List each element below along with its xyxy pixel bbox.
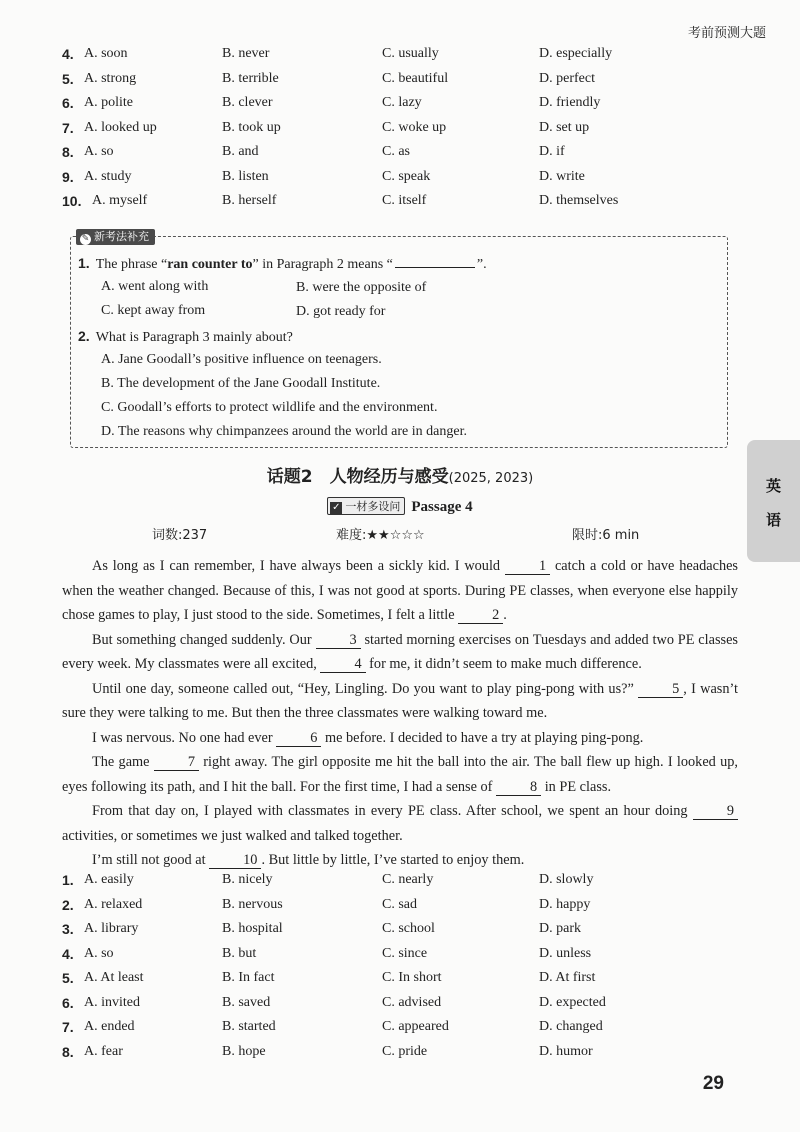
option-d[interactable]: D. friendly xyxy=(539,95,601,110)
option-c[interactable]: C. school xyxy=(382,921,435,936)
question-number: 2. xyxy=(78,328,90,344)
option-b[interactable]: B. saved xyxy=(222,994,271,1010)
option-a[interactable]: A. so xyxy=(84,144,114,159)
question-text: ”. xyxy=(476,257,487,272)
options-bottom xyxy=(62,872,752,1068)
passage-heading xyxy=(0,497,800,516)
paragraph-text: catch a cold or have headaches when the weather changed. Because of this, I was not good at sports. During PE classes, when everyone else happily chose games to play, I just stood to the side. Sometimes, I felt a little xyxy=(62,558,738,623)
option-b[interactable]: B. hospital xyxy=(222,921,283,936)
q2-option-b[interactable]: B. The development of the Jane Goodall Institute. xyxy=(101,376,381,391)
question-number: 3. xyxy=(62,921,74,937)
question-number: 6. xyxy=(62,994,74,1011)
passage-paragraph xyxy=(62,726,738,751)
option-c[interactable]: C. appeared xyxy=(382,1019,449,1034)
paragraph-text: But something changed suddenly. Our xyxy=(92,631,316,648)
option-a[interactable]: A. relaxed xyxy=(84,896,143,912)
question-number: 5. xyxy=(62,970,74,986)
option-row xyxy=(62,71,752,96)
passage-badge xyxy=(327,497,405,515)
option-b[interactable]: B. but xyxy=(222,945,257,961)
option-b[interactable]: B. hope xyxy=(222,1043,266,1059)
question-number: 1. xyxy=(78,255,90,271)
question-number: 9. xyxy=(62,168,74,185)
paragraph-text: activities, or sometimes we just walked and talked together. xyxy=(62,827,403,844)
question-text: ” in Paragraph 2 means “ xyxy=(252,257,393,272)
option-d[interactable]: D. if xyxy=(539,144,565,159)
option-row xyxy=(62,193,752,218)
option-d[interactable]: D. unless xyxy=(539,945,592,961)
option-b[interactable]: B. herself xyxy=(222,193,277,208)
option-d[interactable]: D. set up xyxy=(539,119,590,135)
option-c[interactable]: C. woke up xyxy=(382,119,447,135)
option-row xyxy=(62,169,752,194)
option-d[interactable]: D. perfect xyxy=(539,70,595,86)
option-d[interactable]: D. changed xyxy=(539,1019,603,1034)
cloze-blank[interactable]: 3 xyxy=(316,632,361,649)
option-d[interactable]: D. At first xyxy=(539,970,596,985)
option-a[interactable]: A. library xyxy=(84,921,139,936)
question-number: 10. xyxy=(62,193,82,209)
passage-paragraph xyxy=(62,628,738,677)
answer-blank[interactable] xyxy=(395,267,475,268)
option-row xyxy=(62,970,752,995)
option-d[interactable]: D. humor xyxy=(539,1043,593,1059)
option-b[interactable]: B. and xyxy=(222,144,259,159)
subject-tab-char: 语 xyxy=(765,511,781,529)
passage-paragraph xyxy=(62,799,738,848)
paragraph-text: . But little by little, I’ve started to enjoy them. xyxy=(261,852,525,868)
paragraph-text: me before. I decided to have a try at playing ping-pong. xyxy=(321,729,644,746)
paragraph-text: started morning exercises on Tuesdays and added two PE classes every week. My classmates were all excited, xyxy=(62,631,738,672)
option-c[interactable]: C. usually xyxy=(382,46,439,61)
option-a[interactable]: A. strong xyxy=(84,70,137,86)
question-number: 7. xyxy=(62,119,74,136)
question-number: 8. xyxy=(62,1043,74,1060)
new-method-tag-label: 新考法补充 xyxy=(94,230,149,243)
option-b[interactable]: B. terrible xyxy=(222,70,279,86)
question-number: 4. xyxy=(62,945,74,962)
q1-option-b[interactable]: B. were the opposite of xyxy=(296,280,427,295)
question-number: 6. xyxy=(62,95,74,111)
paragraph-text: for me, it didn’t seem to make much difference. xyxy=(365,656,642,672)
option-c[interactable]: C. beautiful xyxy=(382,70,449,86)
cloze-blank[interactable]: 10 xyxy=(209,852,261,869)
header-title: 考前预测大题 xyxy=(687,26,766,41)
option-c[interactable]: C. since xyxy=(382,945,428,961)
new-question-2 xyxy=(78,328,293,346)
option-b[interactable]: B. In fact xyxy=(222,970,275,985)
paragraph-text: right away. The girl opposite me hit the ball into the air. The ball flew up high. I looked up, eyes following its path, and I hit the ball. For the first time, I had a sense of xyxy=(62,754,739,795)
option-c[interactable]: C. advised xyxy=(382,994,442,1010)
passage-title: Passage 4 xyxy=(411,499,473,515)
bulb-icon: ✎ xyxy=(81,234,90,244)
option-b[interactable]: B. never xyxy=(222,46,270,61)
option-row xyxy=(62,872,752,897)
option-a[interactable]: A. easily xyxy=(84,872,134,887)
option-row xyxy=(62,95,752,120)
option-c[interactable]: C. itself xyxy=(382,193,427,208)
option-row xyxy=(62,946,752,971)
passage-paragraph xyxy=(62,848,738,873)
passage-paragraph xyxy=(62,677,738,726)
paragraph-text: The game xyxy=(92,754,154,770)
option-d[interactable]: D. themselves xyxy=(539,193,619,208)
new-method-tag xyxy=(76,229,155,245)
option-row xyxy=(62,995,752,1020)
options-top xyxy=(62,46,752,218)
option-row xyxy=(62,120,752,145)
cloze-blank[interactable]: 4 xyxy=(320,656,365,673)
question-number: 2. xyxy=(62,896,74,913)
option-b[interactable]: B. nicely xyxy=(222,872,273,887)
option-row xyxy=(62,144,752,169)
check-icon: ✓ xyxy=(332,502,341,513)
q1-option-d[interactable]: D. got ready for xyxy=(296,304,386,319)
cloze-blank[interactable]: 5 xyxy=(638,681,683,698)
q2-option-a[interactable]: A. Jane Goodall’s positive influence on teenagers. xyxy=(101,352,382,367)
option-a[interactable]: A. invited xyxy=(84,994,140,1010)
option-b[interactable]: B. clever xyxy=(222,95,273,110)
option-b[interactable]: B. started xyxy=(222,1019,276,1034)
option-b[interactable]: B. nervous xyxy=(222,896,283,912)
option-a[interactable]: A. ended xyxy=(84,1019,135,1034)
paragraph-text: in PE class. xyxy=(541,778,612,795)
option-b[interactable]: B. took up xyxy=(222,119,281,135)
option-row xyxy=(62,1019,752,1044)
question-number: 4. xyxy=(62,46,74,62)
cloze-blank[interactable]: 1 xyxy=(505,558,550,575)
option-a[interactable]: A. soon xyxy=(84,46,128,61)
difficulty: 难度:★★☆☆☆ xyxy=(336,528,425,543)
option-c[interactable]: C. In short xyxy=(382,970,442,985)
question-text: The phrase “ xyxy=(95,257,168,272)
paragraph-text: I’m still not good at xyxy=(92,852,210,868)
option-a[interactable]: A. polite xyxy=(84,95,133,110)
paragraph-text: . xyxy=(503,607,507,623)
cloze-blank[interactable]: 9 xyxy=(693,803,738,820)
option-c[interactable]: C. pride xyxy=(382,1043,428,1059)
option-row xyxy=(62,46,752,71)
option-a[interactable]: A. so xyxy=(84,945,114,961)
paragraph-text: As long as I can remember, I have always been a sickly kid. I would xyxy=(92,558,505,574)
topic-title xyxy=(0,462,800,487)
q1-option-a[interactable]: A. went along with xyxy=(101,279,209,294)
paragraph-text: , I wasn’t sure they were talking to me. But then the three classmates were walking toward me. xyxy=(62,680,738,721)
option-a[interactable]: A. study xyxy=(84,168,132,184)
question-number: 7. xyxy=(62,1019,74,1035)
cloze-blank[interactable]: 8 xyxy=(496,779,541,796)
option-d[interactable]: D. especially xyxy=(539,46,613,61)
question-number: 1. xyxy=(62,872,74,888)
cloze-blank[interactable]: 2 xyxy=(458,607,503,624)
option-d[interactable]: D. slowly xyxy=(539,872,594,887)
new-question-1 xyxy=(78,255,487,273)
passage-paragraph xyxy=(62,554,738,628)
question-text: What is Paragraph 3 mainly about? xyxy=(95,330,293,345)
subject-tab[interactable] xyxy=(747,440,800,562)
option-row xyxy=(62,1044,752,1069)
time-limit: 限时:6 min xyxy=(572,528,640,543)
option-d[interactable]: D. write xyxy=(539,168,585,184)
word-count: 词数:237 xyxy=(152,528,208,543)
option-c[interactable]: C. nearly xyxy=(382,872,434,887)
option-a[interactable]: A. looked up xyxy=(84,119,157,135)
passage-badge-label: 一材多设问 xyxy=(345,500,401,513)
paragraph-text: I was nervous. No one had ever xyxy=(92,729,277,746)
option-a[interactable]: A. At least xyxy=(84,970,144,985)
passage-paragraph xyxy=(62,750,738,799)
question-number: 8. xyxy=(62,144,74,160)
option-row xyxy=(62,897,752,922)
option-d[interactable]: D. happy xyxy=(539,896,591,912)
topic-title-text: 话题2 人物经历与感受 xyxy=(266,467,449,487)
topic-years: (2025, 2023) xyxy=(448,471,534,486)
option-row xyxy=(62,921,752,946)
option-d[interactable]: D. expected xyxy=(539,994,606,1010)
paragraph-text: From that day on, I played with classmates in every PE class. After school, we spent an hour doing xyxy=(92,803,693,819)
question-number: 5. xyxy=(62,70,74,87)
paragraph-text: Until one day, someone called out, “Hey, Lingling. Do you want to play ping-pong with us?” xyxy=(92,680,639,697)
option-c[interactable]: C. speak xyxy=(382,168,431,184)
option-c[interactable]: C. lazy xyxy=(382,95,422,110)
q1-option-c[interactable]: C. kept away from xyxy=(101,303,206,318)
cloze-blank[interactable]: 7 xyxy=(154,754,199,771)
q2-option-d[interactable]: D. The reasons why chimpanzees around the world are in danger. xyxy=(101,424,467,439)
option-c[interactable]: C. sad xyxy=(382,896,417,912)
page-number: 29 xyxy=(702,1073,724,1094)
cloze-blank[interactable]: 6 xyxy=(276,730,321,747)
option-b[interactable]: B. listen xyxy=(222,168,269,184)
q2-option-c[interactable]: C. Goodall’s efforts to protect wildlife and the environment. xyxy=(101,400,438,415)
subject-tab-char: 英 xyxy=(765,477,781,495)
question-phrase: ran counter to xyxy=(167,257,253,272)
passage-body xyxy=(62,554,738,873)
option-c[interactable]: C. as xyxy=(382,144,410,159)
option-a[interactable]: A. myself xyxy=(92,193,148,208)
option-a[interactable]: A. fear xyxy=(84,1043,123,1059)
option-d[interactable]: D. park xyxy=(539,921,581,936)
